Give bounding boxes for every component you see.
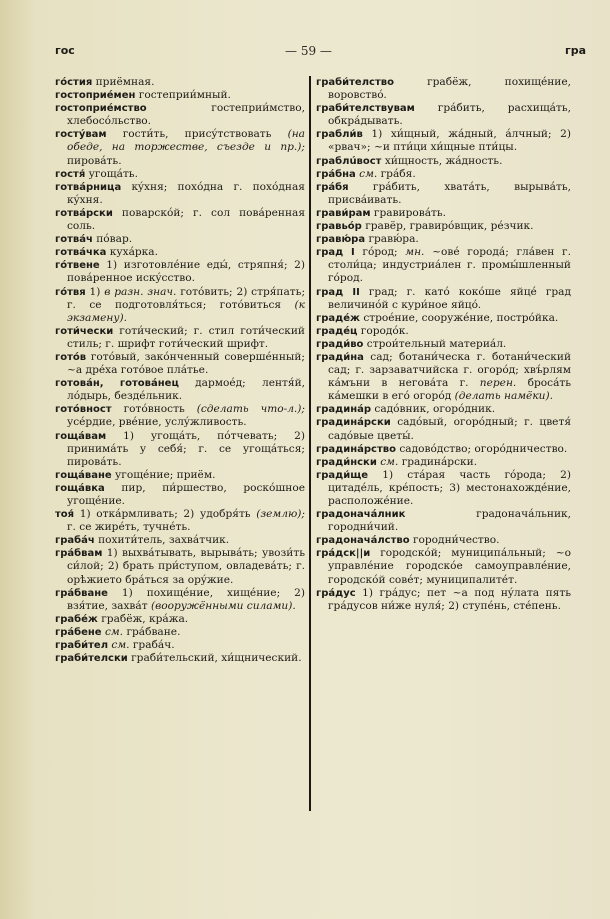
definition: г. се жирéть, тучнéть. [67,521,191,534]
dictionary-entry [55,639,305,652]
definition: граби́тельский, хи́щнический. [131,652,302,665]
definition: гравировáть. [373,206,447,219]
headword: гостýвам [55,129,107,141]
usage-note: (делать намёки). [454,390,553,403]
dictionary-entry [316,207,571,220]
definition: готóвить; 2) стря́пать; г. се подготовля́ться; готóвиться [67,285,306,311]
headword: гради́во [316,338,364,350]
definition: угощáть. [88,167,138,180]
headword: готвáч [55,234,93,246]
definition: 1) угощáть, пóтчевать; 2) принимáть у себя́; г. се угощáться; пировáть. [67,429,305,468]
dictionary-entry [316,508,571,534]
headword: грабéж [55,613,98,625]
dictionary-entry [55,482,305,508]
headword: грабли́в [316,129,363,141]
definition: готи́ческий; г. стил готи́ческий стиль; г. шрифт готи́ческий шрифт. [67,324,305,350]
guide-word-right: гра [565,44,587,57]
dictionary-entry [316,168,571,181]
dictionary-entry [55,508,305,534]
definition: бросáть кáмешки в егó огорóд [328,377,572,403]
definition: грáбване. [126,625,181,638]
definition: хи́щность, жáдность. [384,154,503,167]
dictionary-entry [55,76,305,89]
headword: гради́на [316,351,364,363]
usage-note: (на обеде, на торжестве, съезде и пр.); [67,128,305,154]
definition: городни́чество. [412,534,500,547]
dictionary-entry [55,246,305,259]
dictionary-entry [55,351,305,377]
usage-note: см. [111,639,130,652]
headword: гóтвене [55,260,100,272]
definition: дармоéд; лентя́й, лóдырь, бездéльник. [67,377,306,403]
definition: строи́тельный материáл. [366,337,507,350]
headword: гостоприéмен [55,90,136,102]
headword: готвáчка [55,247,107,259]
headword: градéж [316,312,360,324]
usage-note: см. [104,625,124,638]
definition: строéние, сооружéние, пострóйка. [363,311,559,324]
headword: гощáвам [55,430,107,442]
definition: градоначáльник, городни́чий. [328,508,571,534]
guide-word-left: гос [55,44,75,57]
definition: садóвник, огорóдник. [374,403,496,416]
dictionary-entry [55,102,305,128]
headword: граби́телствувам [316,103,415,115]
definition: садóвый, огорóдный; г. цветя́ садóвые цветы́. [328,416,571,442]
dictionary-entry [316,233,571,246]
dictionary-entry [55,587,305,613]
headword: градинáрски [316,417,391,429]
dictionary-entry [316,325,571,338]
headword: грáбна [316,168,356,180]
definition: пóвар. [96,233,133,246]
definition: 1) [89,285,101,298]
definition: городскóй; муниципáльный; ~о управлéние городскóе самоуправлéние, городскóй совéт; муниципалитéт. [328,547,571,586]
dictionary-entry [316,416,571,442]
headword: готовáн, готовáнец [55,378,179,390]
dictionary-entry [55,325,305,351]
column-divider [309,76,311,811]
headword: грави́рам [316,207,371,219]
definition: 1) похищéние, хищéние; 2) взя́тие, захвáт [67,586,305,612]
headword: град I [316,247,355,259]
definition: 1) откáрмливать; 2) удобря́ть [79,508,251,521]
definition: усéрдие, рвéние, услýжливость. [67,416,247,429]
definition: похити́тель, захвáтчик. [98,534,230,547]
headword: гради́ще [316,469,369,481]
dictionary-entry [55,403,305,429]
headword: грáбене [55,626,102,638]
headword: гощáване [55,469,112,481]
headword: грáбя [316,181,349,193]
headword: градéц [316,325,358,337]
headword: тоя́ [55,509,75,521]
right-column [316,76,571,613]
definition: грáбить, хватáть, вырывáть, присвáивать. [328,180,571,206]
dictionary-entry [316,181,571,207]
definition: 1) хи́щный, жáдный, áлчный; 2) «рвач»; ~и пти́ци хи́щные пти́цы. [328,128,572,154]
dictionary-entry [316,286,571,312]
headword: грáбване [55,587,108,599]
definition: садовóдство; огорóдничество. [399,442,568,455]
dictionary-entry [55,377,305,403]
headword: град II [316,286,360,298]
dictionary-entry [316,587,571,613]
dictionary-entry [316,351,571,403]
dictionary-entry [55,534,305,547]
dictionary-entry [316,128,571,154]
definition: гостеприи́мство, хлебосóльство. [67,102,305,128]
dictionary-entry [55,181,305,207]
dictionary-entry [55,259,305,285]
definition: пир, пи́ршество, роскóшное угощéние. [67,481,305,507]
usage-note: (к экзамену). [67,298,305,324]
dictionary-entry [55,286,305,325]
usage-note: см. [380,455,399,468]
definition: грáбить, расхищáть, обкрáдывать. [328,102,571,128]
definition: гравю́ра. [368,233,419,246]
definition: 1) изготовлéние еды́, стряпня́; 2) повáренное искýсство. [67,259,305,285]
usage-note: мн. [405,246,425,259]
headword: готи́чески [55,325,114,337]
definition: ~овé городá; глáвен г. столи́ца; индустриáлен г. промы́шленный гóрод. [328,246,571,285]
dictionary-entry [316,220,571,233]
headword: грабáч [55,535,95,547]
headword: гóтвя [55,286,86,298]
definition: грабёж, похищéние, воровствó. [328,76,571,102]
dictionary-entry [55,547,305,586]
dictionary-entry [55,207,305,233]
headword: грáдус [316,587,356,599]
headword: граби́телски [55,653,128,665]
definition: градинáрски. [401,455,478,468]
page-header [0,44,610,60]
headword: градоначáлник [316,509,406,521]
dictionary-entry [55,128,305,167]
headword: гóстия [55,77,93,88]
headword: гостя́ [55,168,86,180]
dictionary-entry [316,456,571,469]
dictionary-entry [316,246,571,285]
dictionary-entry [316,338,571,351]
headword: градоначáлство [316,535,410,547]
dictionary-entry [316,102,571,128]
usage-note: в разн. знач. [104,285,177,298]
definition: гравёр, гравирóвщик, рéзчик. [365,220,534,233]
dictionary-entry [316,547,571,586]
headword: готóвност [55,404,112,416]
headword: гощáвка [55,482,105,494]
definition: 1) стáрая часть гóрода; 2) цитадéль, крéпость; 3) местонахождéние, расположéние. [328,468,571,507]
dictionary-entry [55,168,305,181]
definition: грабёж, крáжа. [101,612,189,625]
headword: готвáрски [55,207,113,219]
dictionary-entry [55,469,305,482]
headword: готвáрница [55,181,122,193]
headword: граби́телство [316,77,394,88]
left-column [55,76,305,665]
definition: готóвый, закóнченный совершéнный; ~а дрéха готóвое плáтье. [67,350,305,377]
dictionary-entry [316,443,571,456]
headword: гравю́ра [316,234,366,246]
definition: готóвность [123,403,185,416]
dictionary-entry [55,652,305,665]
definition: кухáрка. [109,246,158,259]
headword: граблúвост [316,155,382,167]
headword: граби́тел [55,640,109,652]
usage-note: перен. [479,377,517,390]
definition: грáбя. [380,167,416,180]
definition: грабáч. [132,639,175,652]
headword: гради́нски [316,456,377,468]
page-number: — 59 — [285,44,332,58]
definition: сад; ботани́ческа г. ботани́ческий сад; г. зарзаватчийска г. огорóд; хвъ́рлям кáмъни в неговáта г. [328,350,571,390]
dictionary-entry [55,89,305,102]
definition: городóк. [360,324,409,337]
definition: гóрод; [362,246,398,259]
definition: поварскóй; г. сол повáренная соль. [67,206,305,233]
usage-note: (землю); [256,508,305,521]
dictionary-entry [55,626,305,639]
headword: гостоприéмство [55,103,147,115]
headword: грáдск||и [316,548,371,560]
definition: 1) выхвáтывать, вырывáть; увози́ть си́лой; 2) брать при́ступом, овладевáть; г. орѣжието брáться за орýжие. [67,547,305,586]
headword: готóв [55,351,87,363]
definition: гостеприи́мный. [138,89,231,102]
definition: пировáть. [67,154,122,167]
definition: приёмная. [95,76,155,88]
definition: гости́ть, присýтствовать [122,128,272,141]
dictionary-entry [316,155,571,168]
usage-note: (сделать что-л.); [196,403,306,416]
usage-note: (вооружёнными силами). [150,599,296,612]
headword: грáбвам [55,548,103,560]
headword: градинáрство [316,443,396,455]
dictionary-entry [55,233,305,246]
dictionary-entry [55,613,305,626]
definition: угощéние; приём. [115,468,216,481]
definition: кýхня; похóдна г. похóдная кýхня. [67,180,305,206]
dictionary-entry [316,76,571,102]
headword: гравьóр [316,221,362,233]
definition: град; г. катó кокóше яйцé град величинóй с кури́ное яйцó. [328,285,571,311]
dictionary-entry [316,534,571,547]
dictionary-entry [316,312,571,325]
headword: градинáр [316,404,372,416]
dictionary-entry [316,469,571,508]
definition: 1) грáдус; пет ~а под нýлата пять грáдусов ни́же нуля́; 2) ступéнь, стéпень. [328,586,571,612]
dictionary-entry [316,403,571,416]
dictionary-entry [55,430,305,469]
usage-note: см. [359,167,378,180]
